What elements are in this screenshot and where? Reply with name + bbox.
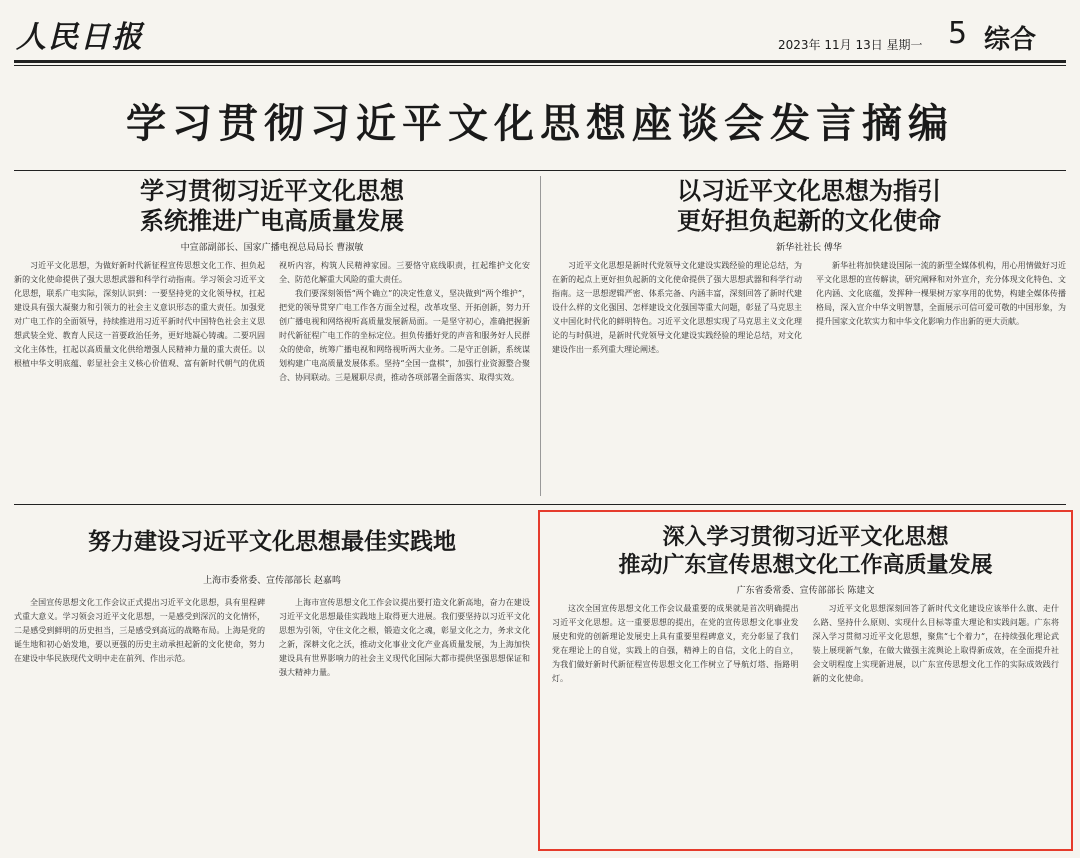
issue-date: 2023年 11月 13日 星期一 <box>778 38 923 52</box>
article-byline: 广东省委常委、宣传部部长 陈建文 <box>736 586 875 596</box>
article-headline: 学习贯彻习近平文化思想 系统推进广电高质量发展 <box>140 177 404 235</box>
article-byline: 中宣部副部长、国家广播电视总局局长 曹淑敏 <box>180 243 364 253</box>
article-headline: 深入学习贯彻习近平文化思想 推动广东宣传思想文化工作高质量发展 <box>618 525 993 578</box>
section-name: 综合 <box>984 25 1037 55</box>
top-divider <box>14 60 1066 63</box>
page-number: 5 <box>948 16 968 51</box>
article-shanghai[interactable] <box>14 528 530 848</box>
top-divider-thin <box>14 65 1066 66</box>
column-divider <box>540 176 541 496</box>
mid-divider <box>14 504 1066 505</box>
article-byline: 上海市委常委、宣传部部长 赵嘉鸣 <box>203 575 341 586</box>
masthead-logo: 人民日报 <box>16 20 144 55</box>
article-body: 习近平文化思想是新时代党领导文化建设实践经验的理论总结，为在新的起点上更好担负起新的文化使命提供了强大思想武器和科学行动指南。这一思想逻辑严密、体系完备、内涵丰富，深刻回答了新时代建设什么样的文化强国、怎样建设文化强国等重大问题，彰显了马克思主义中国化时代化的鲜明特色。习近平文化思想实现了马克思主义文化理论的与时俱进，是新时代党领导文化建设实践经验的理论总结，对文化建设作出一系列重大理论阐述。 新华社将加快建设国际一流的新型全媒体机构，用心用情做好习近平文化思想的宣传解读，研究阐释和对外宣介，充分体现文化特色、文化内涵、文化底蕴，发挥种一棵果树万家享用的优势，构建全媒体传播格局，深入宣介中华文明智慧，全面展示可信可爱可敬的中国形象，为提升国家文化软实力和中华文化影响力作出新的更大贡献。 <box>552 261 1066 354</box>
article-guangdong-highlight[interactable] <box>538 510 1073 851</box>
article-xinhua[interactable] <box>552 176 1066 495</box>
article-headline: 努力建设习近平文化思想最佳实践地 <box>88 529 456 555</box>
page-banner-title: 学习贯彻习近平文化思想座谈会发言摘编 <box>126 100 954 147</box>
banner-divider <box>14 170 1066 171</box>
article-body: 这次全国宣传思想文化工作会议最重要的成果就是首次明确提出习近平文化思想。这一重要思想的提出，在党的宣传思想文化事业发展史和党的创新理论发展史上具有重要里程碑意义，充分彰显了我们党在理论上的自觉，实践上的自强，精神上的自信，文化上的自立，为我们做好新时代新征程宣传思想文化工作树立了导航灯塔、指路明灯。 习近平文化思想深刻回答了新时代文化建设应该举什么旗、走什么路、坚持什么原则、实现什么目标等重大理论和实践问题。广东将深入学习贯彻习近平文化思想，聚焦“七个着力”，在持续强化理论武装上展现新气象，在做大做强主流舆论上取得新成效，在全面提升社会文明程度上实现新进展，以广东宣传思想文化工作的实际成效践行新的文化使命。 <box>552 604 1059 683</box>
article-headline: 以习近平文化思想为指引 更好担负起新的文化使命 <box>677 177 941 235</box>
article-body: 习近平文化思想，为做好新时代新征程宣传思想文化工作、担负起新的文化使命提供了强大思想武器和科学行动指南。学习领会习近平文化思想，联系广电实际，深刻认识到：一要坚持党的文化领导权，扛起建设具有强大凝聚力和引领力的社会主义意识形态的重大责任。加强党对广电工作的全面领导，持续推进用习近平新时代中国特色社会主义思想武装全党、教育人民这一首要政治任务，更好地凝心铸魂。二要巩固文化主体性，扛起以高质量文化供给增强人民精神力量的重大责任。以根植中华文明底蕴、彰显社会主义核心价值观、富有新时代朝气的优质视听内容，构筑人民精神家园。三要恪守底线职责，扛起维护文化安全、防范化解重大风险的重大责任。 我们要深刻领悟“两个确立”的决定性意义，坚决做到“两个维护”，把党的领导贯穿广电工作各方面全过程，改革攻坚、开拓创新，努力开创广播电视和网络视听高质量发展新局面。一是坚守初心，准确把握新时代新征程广电工作的坐标定位。担负传播好党的声音和服务好人民群众的使命，统筹广播电视和网络视听两大业务。二是守正创新，系统谋划构建广电高质量发展体系。坚持“全国一盘棋”，加强行业资源整合聚合、协同联动。三是履职尽责，推动各项部署全面落实、取得实效。 <box>14 261 530 382</box>
article-byline: 新华社社长 傅华 <box>776 243 842 253</box>
article-body: 全国宣传思想文化工作会议正式提出习近平文化思想，具有里程碑式重大意义。学习领会习近平文化思想，一是感受到深沉的文化情怀，二是感受到鲜明的历史担当，三是感受到高远的战略布局。上海是党的诞生地和初心始发地，要以更强的历史主动承担起新的文化使命，努力在建设中华民族现代文明中走在前列、作出示范。 上海市宣传思想文化工作会议提出要打造文化新高地，奋力在建设习近平文化思想最佳实践地上取得更大进展。我们要坚持以习近平文化思想为引领，守住文化之根，锻造文化之魂，彰显文化之力，务求文化之新，深耕文化之沃，推动文化事业文化产业高质量发展，为上海加快建设具有世界影响力的社会主义现代化国际大都市提供坚强思想保证和强大精神力量。 <box>14 597 530 677</box>
article-broadcast[interactable] <box>14 176 530 495</box>
